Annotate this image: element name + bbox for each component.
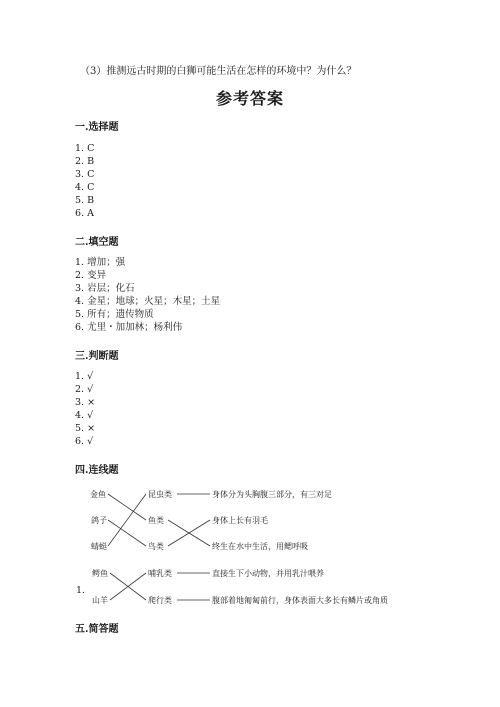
list-item: 2. 变异 — [75, 270, 107, 281]
section-heading-fill: 二.填空题 — [75, 237, 119, 248]
match-line — [108, 494, 146, 546]
list-item: 1. 增加；强 — [75, 257, 126, 268]
trait-label: 腹部着地匍匐前行，身体表面大多长有鳞片或角质 — [212, 596, 388, 605]
class-label: 昆虫类 — [148, 490, 172, 499]
trait-label: 身体分为头胸腹三部分，有三对足 — [212, 490, 332, 499]
list-item: 1. √ — [75, 371, 94, 382]
question-number: 1. — [76, 585, 86, 596]
list-item: 3. C — [75, 169, 95, 180]
animal-label: 金鱼 — [90, 490, 106, 499]
list-item: 2. √ — [75, 384, 94, 395]
list-item: 6. 尤里・加加林；杨利伟 — [75, 322, 183, 333]
section-heading-short: 五.简答题 — [75, 624, 119, 635]
class-label: 爬行类 — [148, 596, 172, 605]
list-item: 6. A — [75, 208, 94, 219]
list-item: 5. 所有；遗传物质 — [75, 309, 154, 320]
list-item: 1. C — [75, 143, 95, 154]
trait-label: 身体上长有羽毛 — [212, 516, 268, 525]
list-item: 2. B — [75, 156, 95, 167]
class-label: 鱼类 — [148, 516, 164, 525]
trait-label: 直接生下小动物，并用乳汁喂养 — [212, 569, 324, 578]
section-heading-choice: 一.选择题 — [75, 122, 119, 133]
section-heading-judge: 三.判断题 — [75, 351, 119, 362]
trait-label: 终生在水中生活，用鳃呼吸 — [212, 542, 308, 551]
list-item: 5. B — [75, 195, 95, 206]
class-label: 哺乳类 — [148, 569, 172, 578]
list-item: 4. C — [75, 182, 95, 193]
section-heading-matching: 四.连线题 — [75, 465, 119, 476]
list-item: 4. √ — [75, 410, 94, 421]
page-title: 参考答案 — [215, 89, 284, 108]
list-item: 3. 岩层；化石 — [75, 283, 135, 294]
class-label: 鸟类 — [148, 542, 164, 551]
list-item: 6. √ — [75, 436, 94, 447]
question-text: （3）推测远古时期的白狮可能生活在怎样的环境中？为什么？ — [80, 66, 357, 77]
animal-label: 鳄鱼 — [92, 569, 108, 578]
animal-label: 蜻蜓 — [91, 542, 107, 551]
animal-label: 山羊 — [92, 596, 108, 605]
match-line — [108, 520, 146, 546]
list-item: 5. × — [75, 423, 96, 434]
animal-label: 鸽子 — [91, 516, 107, 525]
list-item: 3. × — [75, 397, 96, 408]
match-line — [108, 494, 146, 520]
list-item: 4. 金星；地球；火星；木星；土星 — [75, 296, 221, 307]
